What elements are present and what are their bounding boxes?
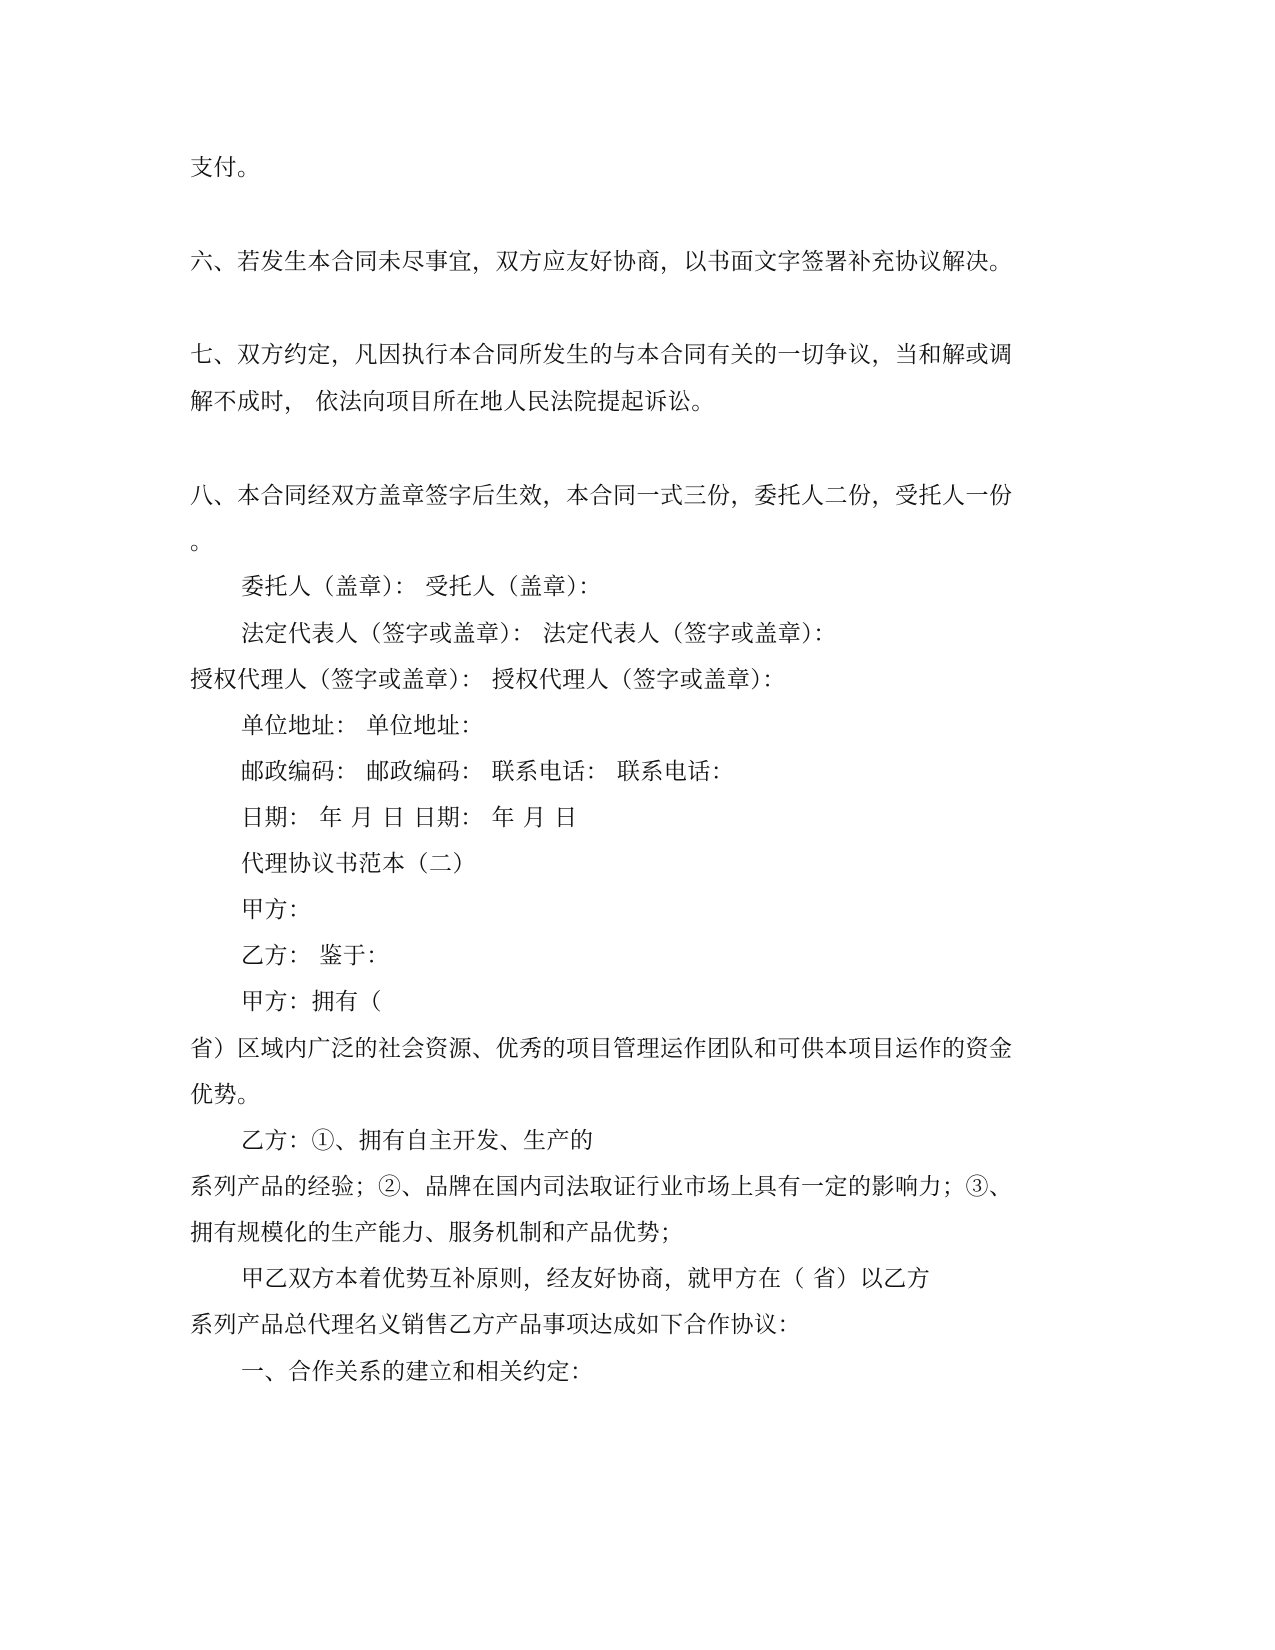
agreement-intro-line-2: 系列产品总代理名义销售乙方产品事项达成如下合作协议： bbox=[190, 1312, 801, 1338]
postal-code-phone: 邮政编码： 邮政编码： 联系电话： 联系电话： bbox=[241, 759, 735, 785]
party-a-advantage: 优势。 bbox=[190, 1082, 261, 1108]
party-b-whereas: 乙方： 鉴于： bbox=[241, 943, 390, 969]
party-a-resources: 省）区域内广泛的社会资源、优秀的项目管理运作团队和可供本项目运作的资金 bbox=[190, 1036, 1013, 1062]
text-line-payment: 支付。 bbox=[190, 155, 261, 181]
party-b-experience: 系列产品的经验；②、品牌在国内司法取证行业市场上具有一定的影响力；③、 bbox=[190, 1174, 1013, 1200]
clause-eight-line-2: 。 bbox=[190, 529, 214, 555]
template-title: 代理协议书范本（二） bbox=[241, 851, 476, 877]
signature-legal-representative: 法定代表人（签字或盖章）： 法定代表人（签字或盖章）： bbox=[241, 621, 837, 647]
clause-eight-line-1: 八、本合同经双方盖章签字后生效，本合同一式三份，委托人二份，受托人一份 bbox=[190, 483, 1013, 509]
date-line: 日期： 年 月 日 日期： 年 月 日 bbox=[241, 805, 578, 831]
agreement-intro-line-1: 甲乙双方本着优势互补原则，经友好协商，就甲方在（ 省）以乙方 bbox=[241, 1266, 931, 1292]
party-a: 甲方： bbox=[241, 897, 312, 923]
party-b-capacity: 拥有规模化的生产能力、服务机制和产品优势； bbox=[190, 1220, 684, 1246]
clause-seven-line-1: 七、双方约定，凡因执行本合同所发生的与本合同有关的一切争议，当和解或调 bbox=[190, 342, 1013, 368]
signature-authorized-agent: 授权代理人（签字或盖章）： 授权代理人（签字或盖章）： bbox=[190, 667, 786, 693]
party-b-owns: 乙方：①、拥有自主开发、生产的 bbox=[241, 1128, 594, 1154]
signature-principal-agent: 委托人（盖章）： 受托人（盖章）： bbox=[241, 574, 602, 600]
section-one-heading: 一、合作关系的建立和相关约定： bbox=[241, 1359, 594, 1385]
clause-seven-line-2: 解不成时， 依法向项目所在地人民法院提起诉讼。 bbox=[190, 389, 715, 415]
unit-address: 单位地址： 单位地址： bbox=[241, 713, 484, 739]
clause-six: 六、若发生本合同未尽事宜，双方应友好协商，以书面文字签署补充协议解决。 bbox=[190, 249, 1013, 275]
party-a-owns: 甲方：拥有（ bbox=[241, 989, 382, 1015]
